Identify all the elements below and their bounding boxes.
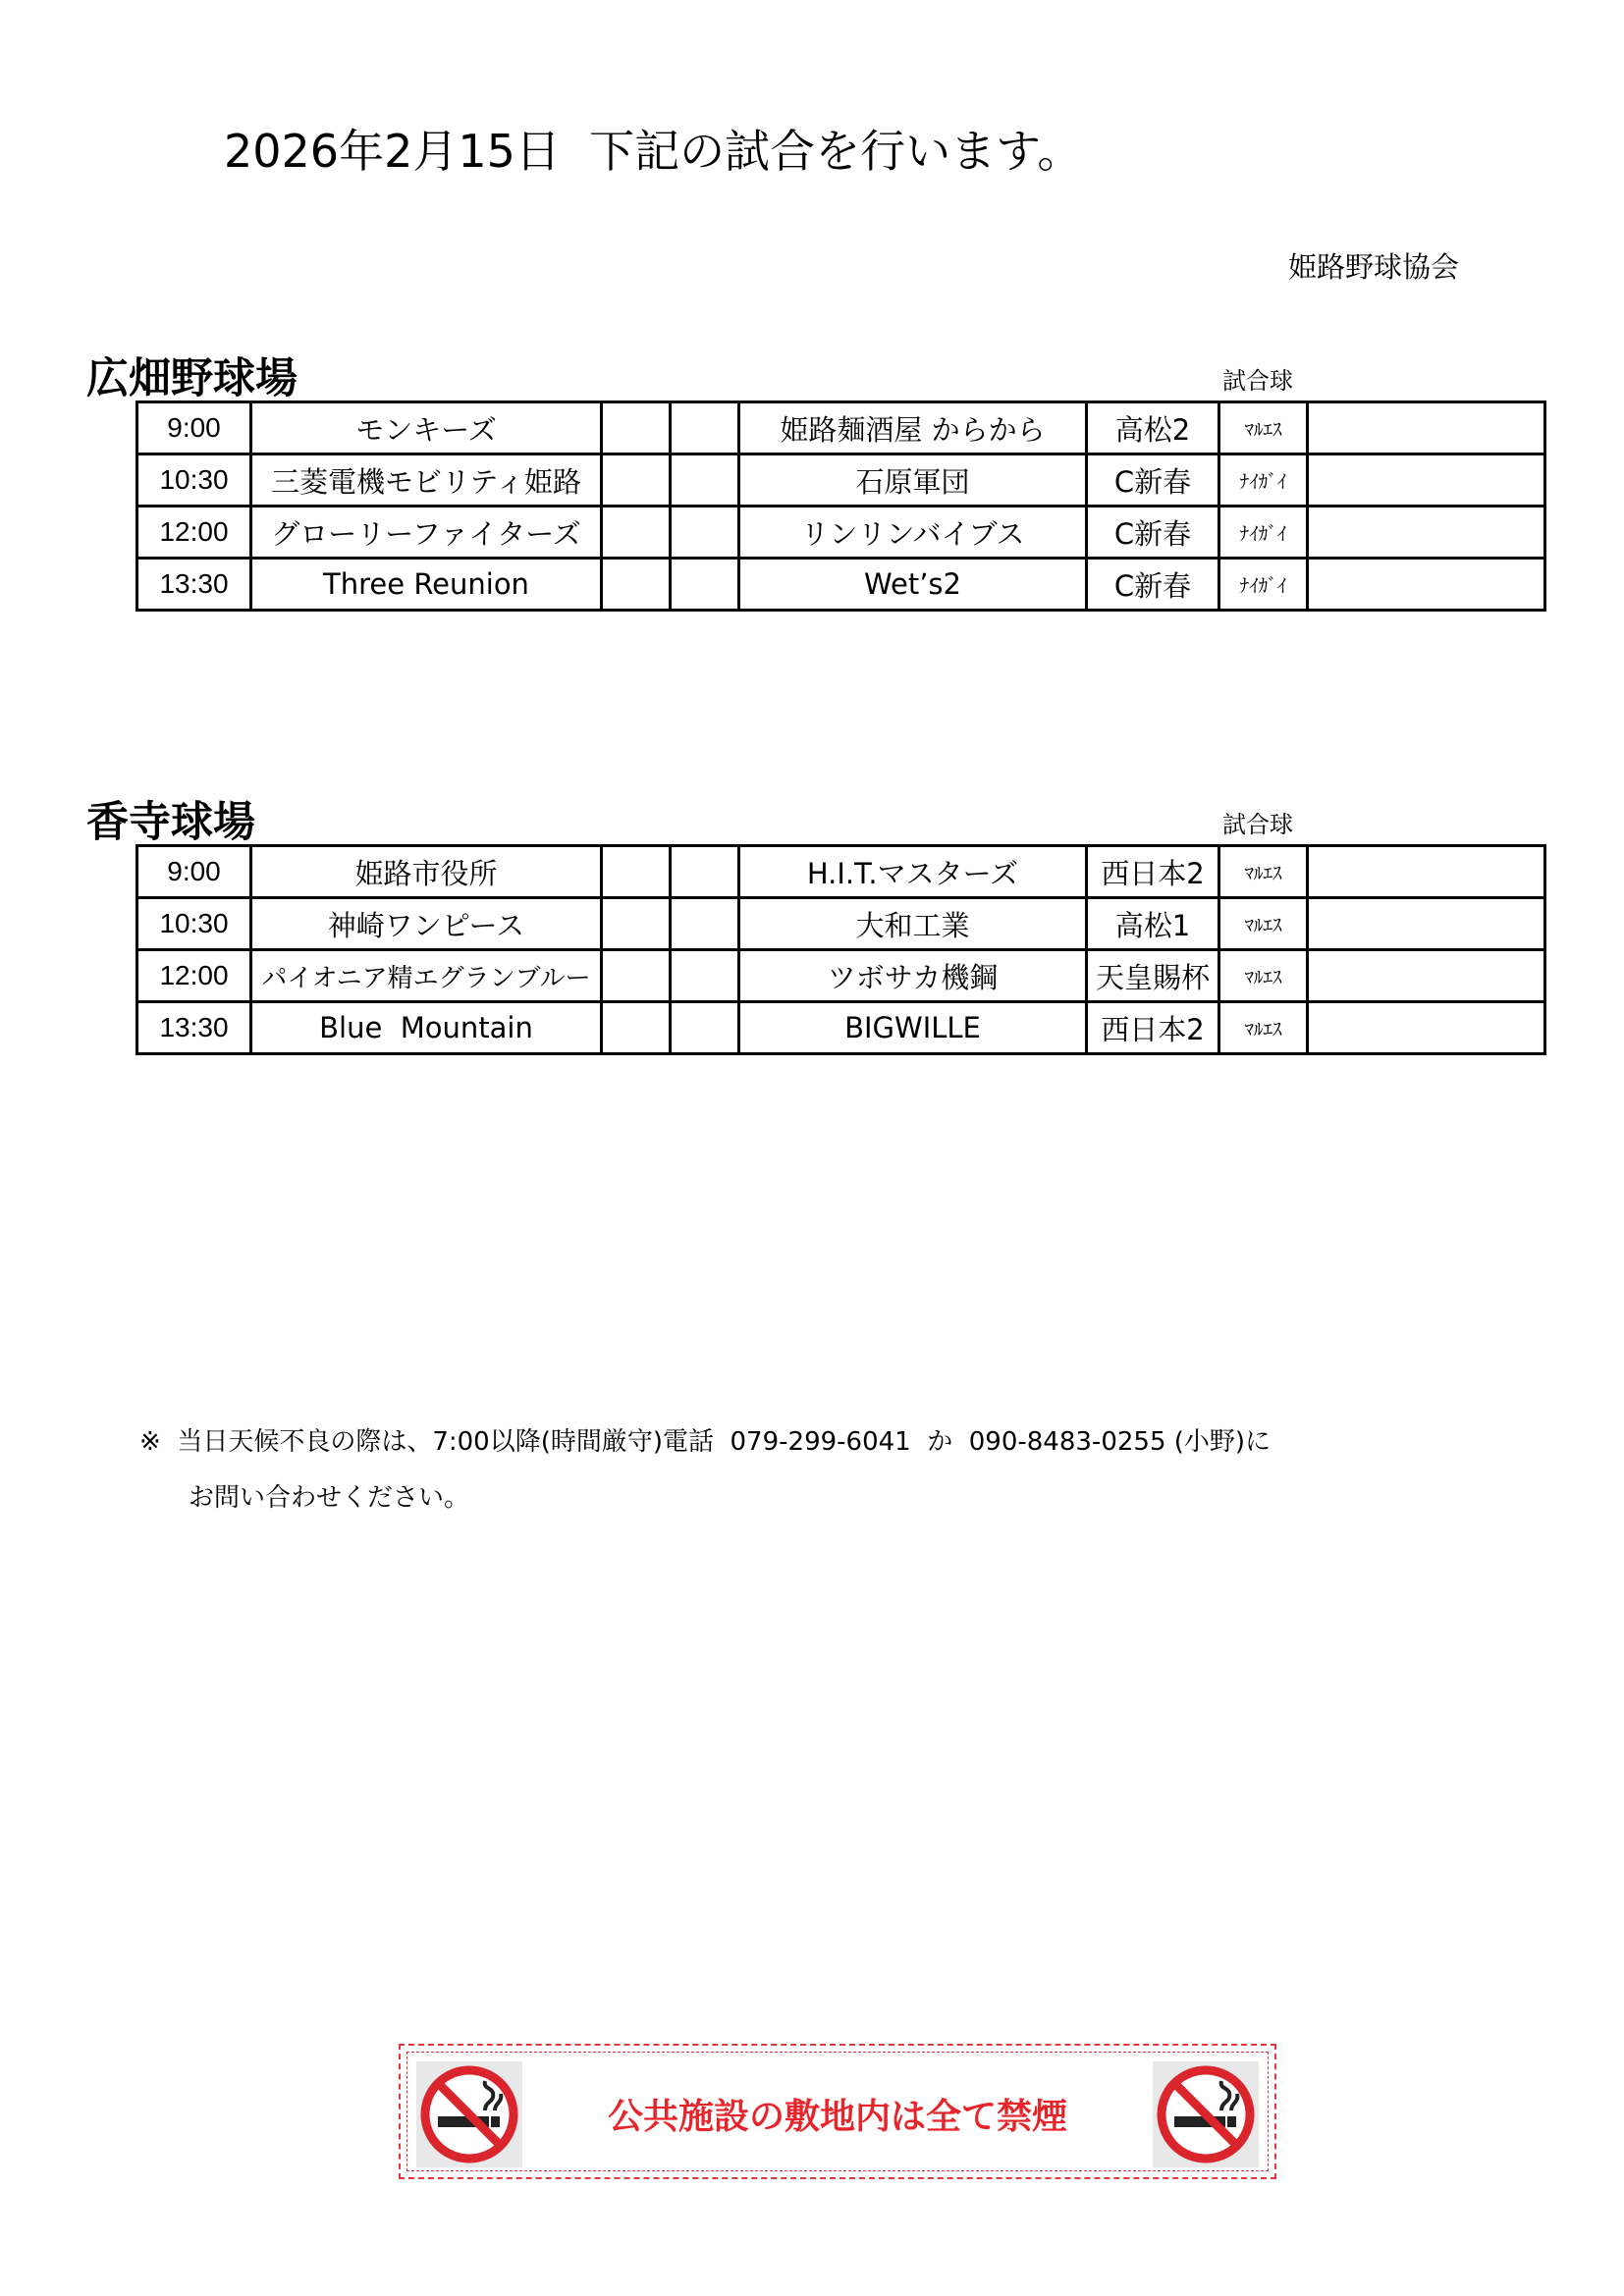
game-time: 13:30 <box>137 1002 251 1054</box>
ball-cell: ﾏﾙｴｽ <box>1219 846 1308 898</box>
team1-name: グローリーファイターズ <box>251 507 602 559</box>
team1-name: 姫路市役所 <box>251 846 602 898</box>
blank-cell <box>1308 846 1545 898</box>
team1-name: 神崎ワンピース <box>251 898 602 950</box>
team1-name: パイオニア精エグランブルー <box>251 950 602 1002</box>
game-time: 10:30 <box>137 898 251 950</box>
game-time: 9:00 <box>137 402 251 454</box>
weather-note-line2: お問い合わせください。 <box>189 1483 470 1513</box>
score-cell <box>671 454 739 507</box>
team2-name: BIGWILLE <box>739 1002 1087 1054</box>
umpire-cell: 西日本2 <box>1087 846 1219 898</box>
ball-cell: ﾏﾙｴｽ <box>1219 402 1308 454</box>
score-cell <box>602 402 671 454</box>
ball-cell: ﾏﾙｴｽ <box>1219 898 1308 950</box>
team1-name: Blue Mountain <box>251 1002 602 1054</box>
score-cell <box>671 846 739 898</box>
blank-cell <box>1308 454 1545 507</box>
score-cell <box>602 1002 671 1054</box>
team2-name: 姫路麺酒屋 からから <box>739 402 1087 454</box>
score-cell <box>602 950 671 1002</box>
game-time: 13:30 <box>137 559 251 611</box>
table-row <box>137 950 1545 1002</box>
table-row <box>137 1002 1545 1054</box>
umpire-cell: C新春 <box>1087 507 1219 559</box>
team2-name: ツボサカ機鋼 <box>739 950 1087 1002</box>
blank-cell <box>1308 402 1545 454</box>
no-smoking-text: 公共施設の敷地内は全て禁煙 <box>607 2097 1067 2137</box>
team2-name: リンリンバイブス <box>739 507 1087 559</box>
score-cell <box>602 454 671 507</box>
table-row <box>137 507 1545 559</box>
venue-title-kodera: 香寺球場 <box>86 798 255 847</box>
ball-column-label: 試合球 <box>1222 811 1293 838</box>
team2-name: H.I.T.マスターズ <box>739 846 1087 898</box>
table-row <box>137 559 1545 611</box>
ball-cell: ﾏﾙｴｽ <box>1219 1002 1308 1054</box>
score-cell <box>602 898 671 950</box>
score-cell <box>671 559 739 611</box>
table-row <box>137 898 1545 950</box>
team1-name: 三菱電機モビリティ姫路 <box>251 454 602 507</box>
umpire-cell: 天皇賜杯 <box>1087 950 1219 1002</box>
game-time: 9:00 <box>137 846 251 898</box>
page-title: 2026年2月15日 下記の試合を行います。 <box>224 125 1083 178</box>
no-smoking-notice <box>399 2044 1276 2179</box>
umpire-cell: 高松1 <box>1087 898 1219 950</box>
ball-cell: ﾏﾙｴｽ <box>1219 950 1308 1002</box>
table-row <box>137 846 1545 898</box>
organizer-name: 姫路野球協会 <box>1288 250 1460 284</box>
score-cell <box>602 507 671 559</box>
umpire-cell: 西日本2 <box>1087 1002 1219 1054</box>
team2-name: 石原軍団 <box>739 454 1087 507</box>
team2-name: 大和工業 <box>739 898 1087 950</box>
no-smoking-icon <box>1153 2061 1259 2167</box>
umpire-cell: C新春 <box>1087 559 1219 611</box>
venue-title-hirohata: 広畑野球場 <box>86 354 298 403</box>
umpire-cell: C新春 <box>1087 454 1219 507</box>
game-time: 12:00 <box>137 950 251 1002</box>
blank-cell <box>1308 950 1545 1002</box>
blank-cell <box>1308 507 1545 559</box>
table-row <box>137 402 1545 454</box>
weather-note-line1: ※ 当日天候不良の際は、7:00以降(時間厳守)電話 079-299-6041 か 090-8483-0255 (小野)に <box>139 1427 1272 1457</box>
ball-column-label: 試合球 <box>1222 367 1293 395</box>
score-cell <box>671 1002 739 1054</box>
team1-name: Three Reunion <box>251 559 602 611</box>
table-row <box>137 454 1545 507</box>
umpire-cell: 高松2 <box>1087 402 1219 454</box>
blank-cell <box>1308 898 1545 950</box>
ball-cell: ﾅｲｶﾞｲ <box>1219 507 1308 559</box>
game-time: 12:00 <box>137 507 251 559</box>
score-cell <box>671 950 739 1002</box>
ball-cell: ﾅｲｶﾞｲ <box>1219 454 1308 507</box>
score-cell <box>602 559 671 611</box>
score-cell <box>671 507 739 559</box>
score-cell <box>602 846 671 898</box>
score-cell <box>671 898 739 950</box>
blank-cell <box>1308 559 1545 611</box>
team2-name: Wet’s2 <box>739 559 1087 611</box>
game-time: 10:30 <box>137 454 251 507</box>
blank-cell <box>1308 1002 1545 1054</box>
team1-name: モンキーズ <box>251 402 602 454</box>
schedule-table-kodera <box>135 844 1546 1055</box>
schedule-table-hirohata <box>135 400 1546 612</box>
ball-cell: ﾅｲｶﾞｲ <box>1219 559 1308 611</box>
score-cell <box>671 402 739 454</box>
